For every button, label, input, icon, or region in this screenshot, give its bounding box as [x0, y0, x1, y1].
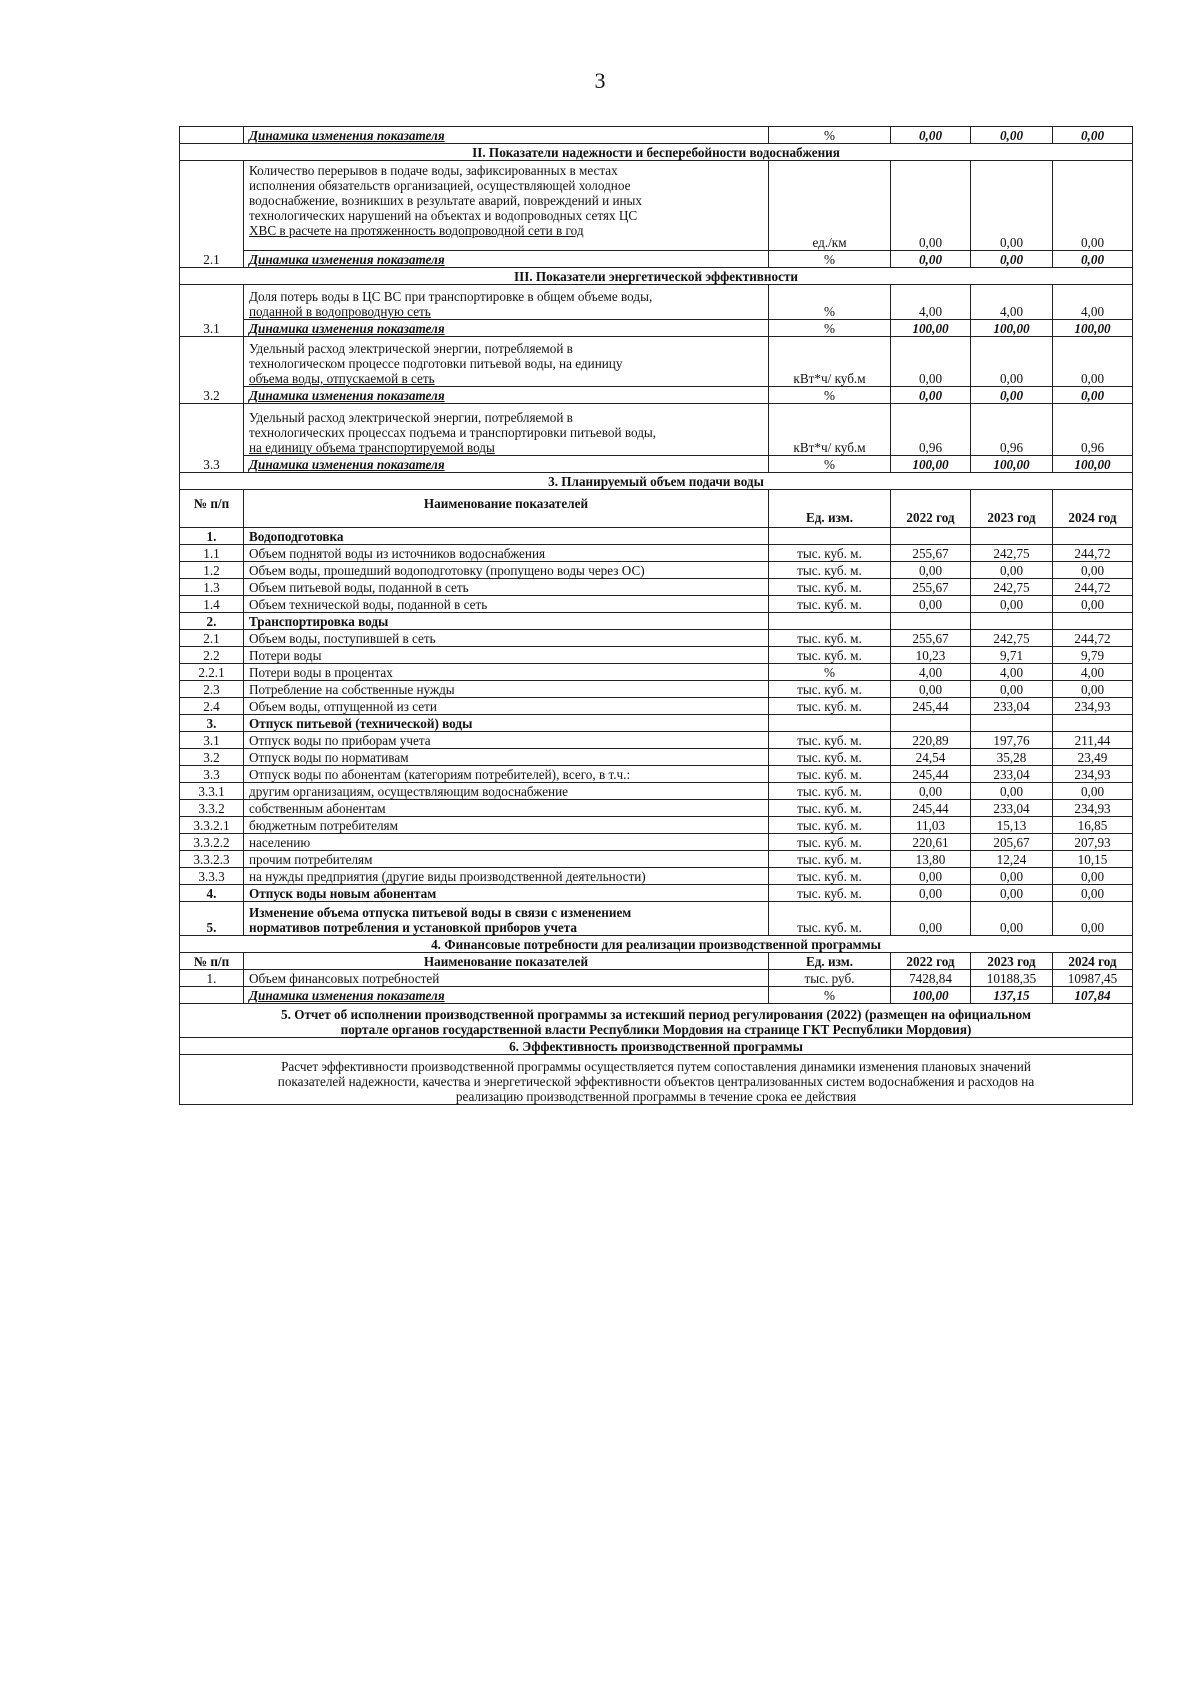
value-2024: 244,72	[1053, 545, 1133, 562]
row-number: 2.2	[180, 647, 244, 664]
value-2023: 0,00	[971, 885, 1053, 902]
header-unit: Ед. изм.	[769, 490, 891, 528]
row-name: Объем питьевой воды, поданной в сеть	[244, 579, 769, 596]
value-2022: 11,03	[891, 817, 971, 834]
value-2022: 13,80	[891, 851, 971, 868]
value-2023: 0,00	[971, 251, 1053, 268]
dynamics-row	[180, 127, 1133, 144]
value-2022: 0,00	[891, 562, 971, 579]
table-row	[180, 732, 1133, 749]
value-2024: 16,85	[1053, 817, 1133, 834]
header-name: Наименование показателей	[244, 490, 769, 528]
table-header-row	[180, 953, 1133, 970]
row-number: 2.1	[180, 630, 244, 647]
unit-cell: %	[769, 387, 891, 404]
header-num: № п/п	[180, 953, 244, 970]
value-2023: 242,75	[971, 579, 1053, 596]
table-row	[180, 766, 1133, 783]
section-title-volume: 3. Планируемый объем подачи воды	[180, 473, 1133, 490]
value-2024: 234,93	[1053, 800, 1133, 817]
dynamics-row	[180, 387, 1133, 404]
header-year-2022: 2022 год	[891, 490, 971, 528]
table-row	[180, 749, 1133, 766]
dynamics-label: Динамика изменения показателя	[244, 251, 769, 268]
row-number: 3.3.2	[180, 800, 244, 817]
row-name: на нужды предприятия (другие виды производственной деятельности)	[244, 868, 769, 885]
row-number: 3.2	[180, 749, 244, 766]
unit-cell: %	[769, 664, 891, 681]
table-row	[180, 851, 1133, 868]
value-2024: 0,00	[1053, 387, 1133, 404]
value-2024: 0,00	[1053, 596, 1133, 613]
value-2022: 0,00	[891, 885, 971, 902]
value-2024: 211,44	[1053, 732, 1133, 749]
row-number: 3.3	[180, 404, 244, 473]
efficiency-text-row	[180, 1055, 1133, 1105]
row-number: 2.	[180, 613, 244, 630]
unit-cell: тыс. куб. м.	[769, 545, 891, 562]
value-2023: 0,00	[971, 387, 1053, 404]
dynamics-row	[180, 320, 1133, 337]
program-table	[179, 126, 1133, 1105]
unit-cell: тыс. куб. м.	[769, 783, 891, 800]
row-number: 3.1	[180, 285, 244, 337]
header-name: Наименование показателей	[244, 953, 769, 970]
section-title-energy: III. Показатели энергетической эффективности	[180, 268, 1133, 285]
name-line: Удельный расход электрической энергии, потребляемой в	[249, 410, 573, 425]
indicator-name	[244, 161, 769, 251]
value-2023: 233,04	[971, 698, 1053, 715]
value-2023: 205,67	[971, 834, 1053, 851]
table-row	[180, 681, 1133, 698]
value-2022: 0,96	[891, 404, 971, 456]
text-line: реализацию производственной программы в течение срока ее действия	[455, 1089, 857, 1104]
value-2024: 234,93	[1053, 766, 1133, 783]
value-2023: 100,00	[971, 320, 1053, 337]
unit-cell: тыс. куб. м.	[769, 698, 891, 715]
name-line: нормативов потребления и установкой приборов учета	[249, 920, 577, 935]
value-2023: 0,00	[971, 127, 1053, 144]
value-2024: 4,00	[1053, 664, 1133, 681]
table-row	[180, 817, 1133, 834]
header-year-2023: 2023 год	[971, 953, 1053, 970]
value-2022: 0,00	[891, 387, 971, 404]
section-title-finance: 4. Финансовые потребности для реализации производственной программы	[180, 936, 1133, 953]
value-2023: 197,76	[971, 732, 1053, 749]
value-2022: 100,00	[891, 456, 971, 473]
value-2023: 137,15	[971, 987, 1053, 1004]
section-heading	[180, 1038, 1133, 1055]
value-2024: 107,84	[1053, 987, 1133, 1004]
row-name: Объем технической воды, поданной в сеть	[244, 596, 769, 613]
section-title-efficiency: 6. Эффективность производственной программы	[180, 1038, 1133, 1055]
value-2022: 0,00	[891, 337, 971, 387]
dynamics-row	[180, 251, 1133, 268]
row-number: 3.3.1	[180, 783, 244, 800]
page-number: 3	[594, 68, 606, 93]
unit-cell: тыс. куб. м.	[769, 647, 891, 664]
value-2024: 0,00	[1053, 902, 1133, 936]
dynamics-label: Динамика изменения показателя	[244, 456, 769, 473]
row-name: Отпуск воды новым абонентам	[244, 885, 769, 902]
row-number: 3.3.2.3	[180, 851, 244, 868]
header-unit: Ед. изм.	[769, 953, 891, 970]
value-2023: 0,00	[971, 337, 1053, 387]
table-row	[180, 596, 1133, 613]
dynamics-label: Динамика изменения показателя	[244, 387, 769, 404]
section-heading	[180, 1004, 1133, 1038]
dynamics-row	[180, 987, 1133, 1004]
value-2024: 0,00	[1053, 337, 1133, 387]
row-name: Объем финансовых потребностей	[244, 970, 769, 987]
unit-cell: тыс. куб. м.	[769, 749, 891, 766]
table-row	[180, 868, 1133, 885]
value-2023: 0,00	[971, 868, 1053, 885]
unit-cell: тыс. куб. м.	[769, 630, 891, 647]
value-2024: 9,79	[1053, 647, 1133, 664]
unit-cell: тыс. куб. м.	[769, 834, 891, 851]
value-2023: 242,75	[971, 630, 1053, 647]
table-row	[180, 630, 1133, 647]
value-2022: 245,44	[891, 766, 971, 783]
unit-cell: %	[769, 251, 891, 268]
value-2023: 35,28	[971, 749, 1053, 766]
report-line: 5. Отчет об исполнении производственной программы за истекший период регулирования (2022) (размещен на официальном	[281, 1007, 1031, 1022]
table-row	[180, 664, 1133, 681]
name-line: исполнения обязательств организацией, осуществляющей холодное	[249, 178, 631, 193]
header-num: № п/п	[180, 490, 244, 528]
table-header-row	[180, 490, 1133, 528]
unit-cell: %	[769, 456, 891, 473]
value-2024: 0,96	[1053, 404, 1133, 456]
value-2022: 255,67	[891, 579, 971, 596]
row-name: бюджетным потребителям	[244, 817, 769, 834]
row-number: 1.3	[180, 579, 244, 596]
value-2023: 10188,35	[971, 970, 1053, 987]
value-2024: 0,00	[1053, 127, 1133, 144]
name-line: на единицу объема транспортируемой воды	[249, 440, 495, 455]
report-section	[180, 1004, 1133, 1038]
unit-cell: кВт*ч/ куб.м	[769, 337, 891, 387]
value-2022: 24,54	[891, 749, 971, 766]
unit-cell: тыс. куб. м.	[769, 681, 891, 698]
value-2024: 100,00	[1053, 320, 1133, 337]
value-2023: 0,00	[971, 783, 1053, 800]
value-2022: 0,00	[891, 127, 971, 144]
row-name: Отпуск воды по нормативам	[244, 749, 769, 766]
header-year-2024: 2024 год	[1053, 953, 1133, 970]
indicator-row-3-3	[180, 404, 1133, 456]
value-2022: 100,00	[891, 987, 971, 1004]
unit-cell: тыс. куб. м.	[769, 800, 891, 817]
unit-cell: %	[769, 987, 891, 1004]
value-2023: 100,00	[971, 456, 1053, 473]
group-row	[180, 715, 1133, 732]
table-row	[180, 970, 1133, 987]
value-2022: 0,00	[891, 783, 971, 800]
value-2022: 0,00	[891, 596, 971, 613]
unit-cell: тыс. куб. м.	[769, 851, 891, 868]
unit-cell: тыс. куб. м.	[769, 766, 891, 783]
row-number: 3.	[180, 715, 244, 732]
table-row	[180, 562, 1133, 579]
dynamics-label: Динамика изменения показателя	[244, 987, 769, 1004]
value-2024: 100,00	[1053, 456, 1133, 473]
value-2023: 233,04	[971, 766, 1053, 783]
value-2024: 0,00	[1053, 783, 1133, 800]
value-2022: 0,00	[891, 902, 971, 936]
row-name: собственным абонентам	[244, 800, 769, 817]
table-row	[180, 579, 1133, 596]
row-number: 3.3.3	[180, 868, 244, 885]
row-number: 3.2	[180, 337, 244, 404]
row-number: 2.4	[180, 698, 244, 715]
section-heading	[180, 268, 1133, 285]
value-2023: 15,13	[971, 817, 1053, 834]
name-line: Удельный расход электрической энергии, потребляемой в	[249, 341, 573, 356]
value-2024: 244,72	[1053, 579, 1133, 596]
value-2023: 4,00	[971, 664, 1053, 681]
name-line: поданной в водопроводную сеть	[249, 304, 431, 319]
text-line: Расчет эффективности производственной программы осуществляется путем сопоставления динамики изменения плановых значений	[281, 1059, 1031, 1074]
name-line: технологических нарушений на объектах и водопроводных сетях ЦС	[249, 208, 638, 223]
table-row	[180, 545, 1133, 562]
name-line: Изменение объема отпуска питьевой воды в связи с изменением	[249, 905, 632, 920]
name-line: технологическом процессе подготовки питьевой воды, на единицу	[249, 356, 623, 371]
unit-cell: тыс. куб. м.	[769, 902, 891, 936]
value-2022: 4,00	[891, 285, 971, 320]
unit-cell: тыс. куб. м.	[769, 579, 891, 596]
value-2023: 242,75	[971, 545, 1053, 562]
value-2022: 245,44	[891, 698, 971, 715]
value-2023: 12,24	[971, 851, 1053, 868]
value-2023: 4,00	[971, 285, 1053, 320]
unit-cell: %	[769, 127, 891, 144]
value-2024: 10,15	[1053, 851, 1133, 868]
unit-cell: %	[769, 285, 891, 320]
unit-cell: тыс. куб. м.	[769, 732, 891, 749]
value-2024: 207,93	[1053, 834, 1133, 851]
value-2024: 244,72	[1053, 630, 1133, 647]
value-2024: 10987,45	[1053, 970, 1133, 987]
header-year-2022: 2022 год	[891, 953, 971, 970]
value-2022: 220,61	[891, 834, 971, 851]
value-2022: 255,67	[891, 630, 971, 647]
table-row	[180, 800, 1133, 817]
unit-cell: %	[769, 320, 891, 337]
efficiency-text	[180, 1055, 1133, 1105]
value-2024: 0,00	[1053, 885, 1133, 902]
row-number: 2.1	[180, 161, 244, 268]
value-2023: 0,00	[971, 562, 1053, 579]
value-2022: 7428,84	[891, 970, 971, 987]
group-row	[180, 528, 1133, 545]
row-name: Потери воды в процентах	[244, 664, 769, 681]
name-line: водоснабжение, возникших в результате аварий, повреждений и иных	[249, 193, 643, 208]
report-line: портале органов государственной власти Республики Мордовия на странице ГКТ Республики Мордовия)	[340, 1022, 972, 1037]
table-row	[180, 698, 1133, 715]
row-number: 1.	[180, 970, 244, 987]
row-name: населению	[244, 834, 769, 851]
value-2023: 0,00	[971, 161, 1053, 251]
indicator-name	[244, 285, 769, 320]
name-line: ХВС в расчете на протяженность водопроводной сети в год	[249, 223, 584, 238]
table-row	[180, 902, 1133, 936]
name-line: объема воды, отпускаемой в сеть	[249, 371, 435, 386]
name-line: Количество перерывов в подаче воды, зафиксированных в местах	[249, 163, 618, 178]
row-number: 4.	[180, 885, 244, 902]
value-2024: 4,00	[1053, 285, 1133, 320]
text-line: показателей надежности, качества и энергетической эффективности объектов централизованных систем водоснабжения и расходов на	[277, 1074, 1035, 1089]
value-2022: 245,44	[891, 800, 971, 817]
header-year-2024: 2024 год	[1053, 490, 1133, 528]
indicator-row-2-1	[180, 161, 1133, 251]
value-2022: 4,00	[891, 664, 971, 681]
indicator-name	[244, 404, 769, 456]
row-number: 1.1	[180, 545, 244, 562]
value-2022: 255,67	[891, 545, 971, 562]
row-number: 1.	[180, 528, 244, 545]
value-2023: 0,96	[971, 404, 1053, 456]
unit-cell: тыс. куб. м.	[769, 562, 891, 579]
dynamics-label: Динамика изменения показателя	[244, 320, 769, 337]
value-2024: 0,00	[1053, 681, 1133, 698]
row-number: 3.1	[180, 732, 244, 749]
unit-cell: кВт*ч/ куб.м	[769, 404, 891, 456]
row-number: 1.2	[180, 562, 244, 579]
value-2024: 0,00	[1053, 251, 1133, 268]
unit-cell: тыс. куб. м.	[769, 868, 891, 885]
section-heading	[180, 473, 1133, 490]
row-name: Отпуск воды по приборам учета	[244, 732, 769, 749]
indicator-name	[244, 337, 769, 387]
table-row	[180, 885, 1133, 902]
row-number: 3.3.2.1	[180, 817, 244, 834]
value-2022: 0,00	[891, 251, 971, 268]
unit-cell: тыс. руб.	[769, 970, 891, 987]
unit-cell: тыс. куб. м.	[769, 596, 891, 613]
row-number: 2.3	[180, 681, 244, 698]
row-name: Потребление на собственные нужды	[244, 681, 769, 698]
value-2022: 0,00	[891, 868, 971, 885]
row-name: Объем воды, прошедший водоподготовку (пропущено воды через ОС)	[244, 562, 769, 579]
row-name: другим организациям, осуществляющим водоснабжение	[244, 783, 769, 800]
row-name: Потери воды	[244, 647, 769, 664]
row-name: прочим потребителям	[244, 851, 769, 868]
value-2024: 0,00	[1053, 161, 1133, 251]
row-number: 5.	[180, 902, 244, 936]
indicator-row-3-2	[180, 337, 1133, 387]
value-2022: 10,23	[891, 647, 971, 664]
section-title-reliability: II. Показатели надежности и бесперебойности водоснабжения	[180, 144, 1133, 161]
row-number: 2.2.1	[180, 664, 244, 681]
section-heading	[180, 936, 1133, 953]
row-number: 3.3.2.2	[180, 834, 244, 851]
value-2024: 0,00	[1053, 868, 1133, 885]
value-2024: 0,00	[1053, 562, 1133, 579]
table-row	[180, 834, 1133, 851]
name-line: технологических процессах подъема и транспортировки питьевой воды,	[249, 425, 657, 440]
name-line: Доля потерь воды в ЦС ВС при транспортировке в общем объеме воды,	[249, 289, 653, 304]
row-number: 3.3	[180, 766, 244, 783]
header-year-2023: 2023 год	[971, 490, 1053, 528]
row-name: Объем воды, поступившей в сеть	[244, 630, 769, 647]
value-2023: 9,71	[971, 647, 1053, 664]
row-name: Водоподготовка	[244, 528, 769, 545]
row-name	[244, 902, 769, 936]
dynamics-label: Динамика изменения показателя	[244, 127, 769, 144]
value-2023: 233,04	[971, 800, 1053, 817]
table-row	[180, 647, 1133, 664]
row-number: 1.4	[180, 596, 244, 613]
value-2023: 0,00	[971, 902, 1053, 936]
group-row	[180, 613, 1133, 630]
indicator-row-3-1	[180, 285, 1133, 320]
section-heading	[180, 144, 1133, 161]
value-2022: 0,00	[891, 161, 971, 251]
row-name: Отпуск воды по абонентам (категориям потребителей), всего, в т.ч.:	[244, 766, 769, 783]
row-name: Транспортировка воды	[244, 613, 769, 630]
value-2022: 100,00	[891, 320, 971, 337]
row-name: Объем воды, отпущенной из сети	[244, 698, 769, 715]
value-2024: 23,49	[1053, 749, 1133, 766]
value-2022: 0,00	[891, 681, 971, 698]
value-2023: 0,00	[971, 681, 1053, 698]
value-2022: 220,89	[891, 732, 971, 749]
unit-cell: ед./км	[769, 161, 891, 251]
row-name: Объем поднятой воды из источников водоснабжения	[244, 545, 769, 562]
value-2023: 0,00	[971, 596, 1053, 613]
unit-cell: тыс. куб. м.	[769, 817, 891, 834]
table-row	[180, 783, 1133, 800]
row-name: Отпуск питьевой (технической) воды	[244, 715, 769, 732]
unit-cell: тыс. куб. м.	[769, 885, 891, 902]
dynamics-row	[180, 456, 1133, 473]
value-2024: 234,93	[1053, 698, 1133, 715]
